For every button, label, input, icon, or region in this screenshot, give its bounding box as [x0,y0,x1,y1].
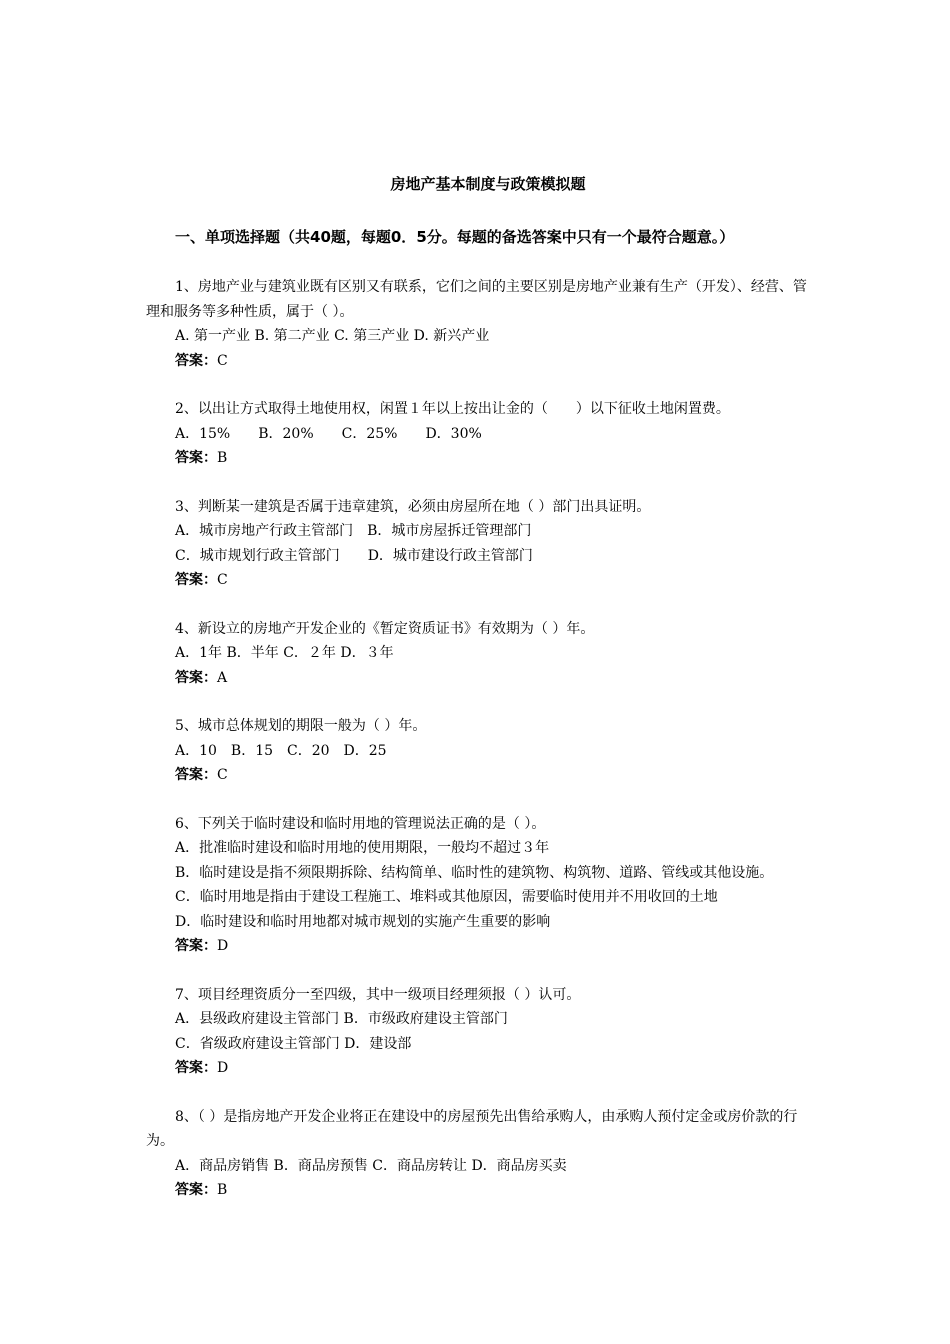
answer-line [146,763,810,788]
question-stem: 4、新设立的房地产开发企业的《暂定资质证书》有效期为（ ）年。 [175,620,595,637]
question-1 [146,275,810,373]
answer-label: 答案： [175,767,217,783]
answer-label: 答案： [175,1182,217,1198]
answer-line [146,568,810,593]
answer-line [146,1056,810,1081]
answer-line [146,666,810,691]
question-option: C．省级政府建设主管部门 D．建设部 [175,1035,412,1052]
question-stem: 7、项目经理资质分一至四级，其中一级项目经理须报（ ）认可。 [175,986,581,1003]
question-option: B．临时建设是指不须限期拆除、结构简单、临时性的建筑物、构筑物、道路、管线或其他设施。 [175,864,774,881]
question-options: A．商品房销售 B．商品房预售 C．商品房转让 D．商品房买卖 [175,1157,567,1174]
answer-label: 答案： [175,938,217,954]
question-stem: 2、以出让方式取得土地使用权，闲置１年以上按出让金的（ ）以下征收土地闲置费。 [175,401,730,417]
answer-label: 答案： [175,450,217,466]
answer-line [146,1178,810,1203]
section-heading: 一、单项选择题（共40题，每题0．5分。每题的备选答案中只有一个最符合题意。） [175,228,735,246]
answer-value: C [217,352,228,369]
question-option: A．城市房地产行政主管部门 B．城市房屋拆迁管理部门 [175,523,532,539]
answer-value: D [217,938,229,954]
answer-line [146,934,810,959]
answer-value: B [217,450,228,466]
question-option: D．临时建设和临时用地都对城市规划的实施产生重要的影响 [175,913,551,930]
question-5 [146,714,810,788]
question-stem: 6、下列关于临时建设和临时用地的管理说法正确的是（ ）。 [175,815,546,832]
question-2 [146,397,810,471]
question-options: A．1年 B．半年 C．２年 D．３年 [175,645,394,661]
question-options: A．10 B．15 C．20 D．25 [175,742,387,759]
question-stem: 1、房地产业与建筑业既有区别又有联系，它们之间的主要区别是房地产业兼有生产（开发）、经营、管理和服务等多种性质，属于（ ）。 [146,279,807,320]
question-7 [146,983,810,1081]
question-8 [146,1105,810,1203]
question-stem: 3、判断某一建筑是否属于违章建筑，必须由房屋所在地（ ）部门出具证明。 [175,498,651,515]
document-title: 房地产基本制度与政策模拟题 [390,175,586,193]
question-option: C．临时用地是指由于建设工程施工、堆料或其他原因，需要临时使用并不用收回的土地 [175,889,718,905]
question-6 [146,812,810,959]
answer-value: C [217,572,228,588]
answer-label: 答案： [175,1060,217,1076]
answer-value: C [217,767,228,783]
document-page [146,172,810,1227]
answer-value: A [217,669,228,686]
question-stem: 5、城市总体规划的期限一般为（ ）年。 [175,718,427,734]
question-4 [146,617,810,691]
question-option: A．县级政府建设主管部门 B．市级政府建设主管部门 [175,1011,508,1027]
question-options: A．15% B．20% C．25% D．30% [175,425,482,442]
answer-label: 答案： [175,572,217,588]
question-3 [146,495,810,593]
answer-label: 答案： [175,352,217,369]
answer-label: 答案： [175,669,217,686]
question-option: C．城市规划行政主管部门 D．城市建设行政主管部门 [175,547,533,564]
answer-line [146,349,810,374]
question-option: A．批准临时建设和临时用地的使用期限，一般均不超过３年 [175,840,550,856]
answer-line [146,446,810,471]
question-options: A. 第一产业 B. 第二产业 C. 第三产业 D. 新兴产业 [175,328,490,344]
question-stem: 8、（ ）是指房地产开发企业将正在建设中的房屋预先出售给承购人，由承购人预付定金或房价款的行为。 [146,1108,798,1149]
answer-value: D [217,1060,229,1076]
answer-value: B [217,1182,228,1198]
